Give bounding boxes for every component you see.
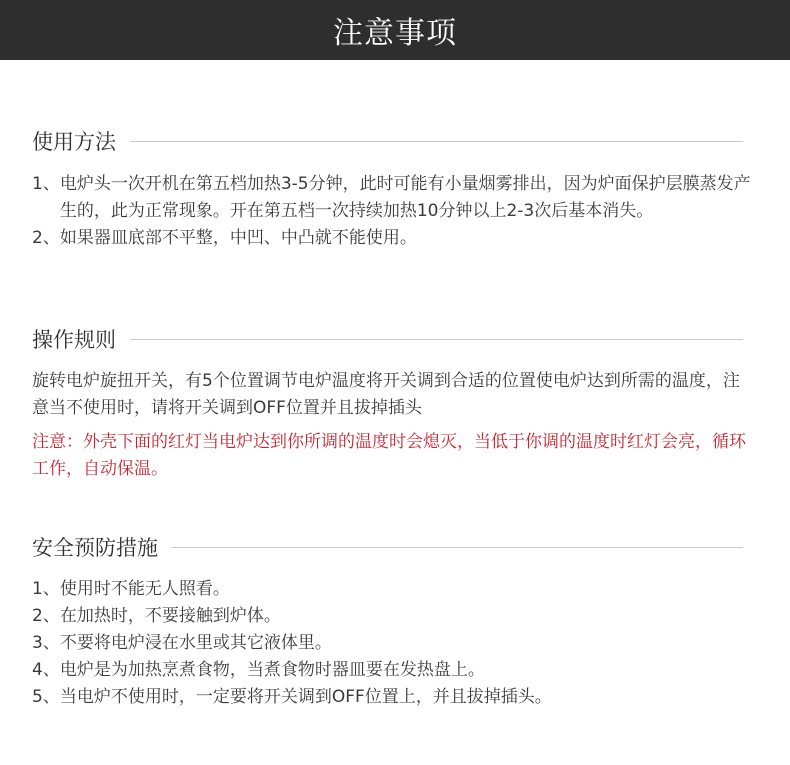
list-item-text: 电炉头一次开机在第五档加热3-5分钟，此时可能有小量烟雾排出，因为炉面保护层膜蒸发产生的，此为正常现象。开在第五档一次持续加热10分钟以上2-3次后基本消失。 <box>59 174 751 221</box>
section-divider <box>172 547 743 548</box>
header-bar <box>0 0 790 60</box>
list-item-text: 如果器皿底部不平整，中凹、中凸就不能使用。 <box>59 228 417 248</box>
list-item-number: 5、 <box>32 687 60 707</box>
list-item <box>32 603 754 630</box>
operation-text: 旋转电炉旋扭开关，有5个位置调节电炉温度将开关调到合适的位置使电炉达到所需的温度，注意当不使用时，请将开关调到OFF位置并且拔掉插头 <box>32 371 740 418</box>
list-item-number: 4、 <box>32 660 60 680</box>
list-item-number: 1、 <box>32 579 60 599</box>
list-item <box>32 657 754 684</box>
list-item-number: 3、 <box>32 633 60 653</box>
list-item-text: 当电炉不使用时，一定要将开关调到OFF位置上，并且拔掉插头。 <box>59 687 552 707</box>
usage-list <box>32 171 754 252</box>
section-header-safety <box>32 532 743 562</box>
list-item <box>32 630 754 657</box>
operation-note: 注意：外壳下面的红灯当电炉达到你所调的温度时会熄灭，当低于你调的温度时红灯会亮，循环工作，自动保温。 <box>32 432 746 479</box>
section-divider <box>130 141 743 142</box>
section-header-operation <box>32 324 743 354</box>
list-item-text: 使用时不能无人照看。 <box>59 579 230 599</box>
list-item <box>32 171 754 225</box>
list-item-number: 2、 <box>32 228 60 248</box>
safety-list <box>32 576 754 711</box>
section-divider <box>130 339 743 340</box>
list-item <box>32 225 754 252</box>
list-item <box>32 684 754 711</box>
list-item-text: 电炉是为加热烹煮食物，当煮食物时器皿要在发热盘上。 <box>59 660 485 680</box>
list-item-number: 1、 <box>32 174 60 194</box>
list-item-text: 在加热时，不要接触到炉体。 <box>59 606 281 626</box>
list-item <box>32 576 754 603</box>
section-title-usage: 使用方法 <box>32 130 116 154</box>
section-title-safety: 安全预防措施 <box>32 536 158 560</box>
list-item-text: 不要将电炉浸在水里或其它液体里。 <box>59 633 332 653</box>
page-title: 注意事项 <box>333 16 457 51</box>
section-title-operation: 操作规则 <box>32 328 116 352</box>
list-item-number: 2、 <box>32 606 60 626</box>
section-header-usage <box>32 126 743 156</box>
